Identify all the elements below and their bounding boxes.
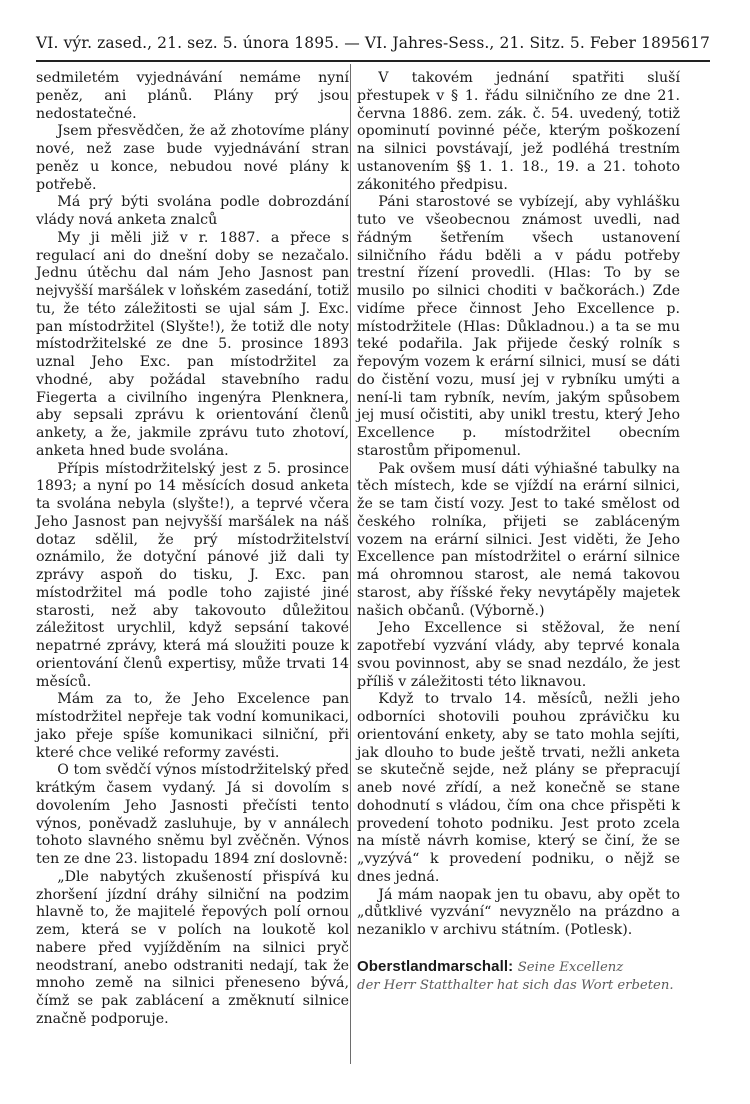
header-session-info: VI. výr. zased., 21. sez. 5. února 1895. — VI. Jahres-Sess., 21. Sitz. 5. Feber 1895. [36,34,686,52]
paragraph: Jeho Excellence si stěžoval, že není zapotřebí vyzvání vlády, aby teprvé konala svou povinnost, aby se snad nezdálo, že jest příliš v záležitosti této liknavou. [357,620,680,690]
paragraph: Pak ovšem musí dáti výhiašné tabulky na těch místech, kde se vjíždí na erární silnici, že se tam čistí vozy. Jest to také smělost od českého rolníka, přijeti se zabláceným vozem na erární silnici. Jest viděti, že Jeho Excellence pan místodržitel o erární silnice má ohromnou starost, ale nemá takovou starost, aby říšské řeky nevytápěly majetek našich občanů. (Výborně.) [357,460,680,619]
paragraph: V takovém jednání spatřiti sluší přestupek v § 1. řádu silničního ze dne 21. června 1886. zem. zák. č. 54. uvedený, totiž opominutí povinné péče, kterým poškození na silnici povstávají, jež podléhá trestním ustanovením §§ 1. 1. 18., 19. a 21. tohoto zákonitého předpisu. [357,70,680,193]
running-header [36,30,710,58]
speaker-continuation: der Herr Statthalter hat sich das Wort erbeten. [357,977,674,993]
paragraph: Když to trvalo 14. měsíců, nežli jeho odborníci shotovili pouhou zprávičku ku orientování enkety, aby se tato mohla sejíti, jak dlouho to bude ještě trvati, nežli anketa se skutečně sejde, než plány se přepracují aneb nové zřídí, a než konečně se stane dohodnutí s vládou, čím ona chce přispěti k provedení tohoto podniku. Jest proto zcela na místě návrh komise, který se činí, že se „vyzývá“ k provedení podniku, o nějž se dnes jedná. [357,691,680,885]
paragraph: Má prý býti svolána podle dobrozdání vlády nová anketa znalců [36,194,349,228]
paragraph: Mám za to, že Jeho Excelence pan místodržitel nepřeje tak vodní komunikaci, jako přeje spíše komunikaci silniční, při které chce veliké reformy zavésti. [36,691,349,761]
right-column [357,70,680,994]
paragraph: Já mám naopak jen tu obavu, aby opět to „důtklivé vyzvání“ nevyznělo na prázdno a nezaniklo v archivu státním. (Potlesk). [357,886,680,938]
paragraph: Páni starostové se vybízejí, aby vyhlášku tuto ve všeobecnou známost uvedli, nad řádným šetřením všech ustanovení silničního řádu bděli a v pádu potřeby trestní řízení provedli. (Hlas: To by se musilo po silnici choditi v bačkorách.) Zde vidíme přece činnost Jeho Excellence p. místodržitele (Hlas: Důkladnou.) a ta se mu teké podařila. Jak přijede český rolník s řepovým vozem k erární silnici, musí se dáti do čistění vozu, musí jej v rybníku umýti a není-li tam rybník, nevím, jakým spůsobem jej musí očistiti, aby unikl trestu, který Jeho Excellence p. místodržitel obecním starostům připomenul. [357,194,680,459]
column-divider [350,64,351,1064]
paragraph: Přípis místodržitelský jest z 5. prosince 1893; a nyní po 14 měsících dosud anketa ta svolána nebyla (slyšte!), a teprvé včera Jeho Jasnost pan nejvyšší maršálek na náš dotaz sdělil, že prý místodržitelství oznámilo, že dotyční pánové již dali ty zprávy aspoň do tisku, J. Exc. pan místodržitel má podle toho zajisté jiné starosti, než aby takovouto důležitou záležitost urychlil, když sepsání takové nepatrné zprávy, která má sloužiti pouze k orientování členů expertisy, může trvati 14 měsíců. [36,460,349,690]
speaker-name: Oberstlandmarschall: [357,957,514,975]
paragraph: O tom svědčí výnos místodržitelský před krátkým časem vydaný. Já si dovolím s dovolením Jeho Jasnosti přečísti tento výnos, poněvadž zasluhuje, by v annálech tohoto slavného sněmu byl zvěčněn. Výnos ten ze dne 23. listopadu 1894 zní doslovně: [36,762,349,867]
header-rule [36,60,710,62]
speaker-line [357,958,680,977]
speaker-text: Seine Excellenz [517,959,624,975]
page-number: 617 [680,34,710,52]
paragraph: sedmiletém vyjednávání nemáme nyní peněz, ani plánů. Plány prý jsou nedostatečné. [36,70,349,122]
paragraph: „Dle nabytých zkušeností přispívá ku zhoršení jízdní dráhy silniční na podzim hlavně to, že majitelé řepových polí ornou zem, která se v polích na loukotě kol nabere před vyjížděním na silnici pryč neodstraní, anebo odstraniti nedají, tak že mnoho země na silnici přeneseno bývá, čímž se pak zablácení a změknutí silnice značně podporuje. [36,868,349,1027]
paragraph: My ji měli již v r. 1887. a přece s regulací ani do dnešní doby se nezačalo. Jednu útěchu dal nám Jeho Jasnost pan nejvyšší maršálek v loňském zasedání, totiž tu, že této záležitosti se ujal sám J. Exc. pan místodržitel (Slyšte!), že totiž dle noty místodržitelské ze dne 5. prosince 1893 uznal Jeho Exc. pan místodržitel za vhodné, aby požádal stavebního radu Fiegerta a civilního ingenýra Plenknera, aby sepsali zprávu k orientování členů ankety, a že, jakmile zprávu tuto zhotoví, anketa hned bude svolána. [36,229,349,459]
paragraph: Jsem přesvědčen, že až zhotovíme plány nové, než zase bude vyjednávání stran peněz u konce, nebudou nové plány k potřebě. [36,123,349,193]
left-column [36,70,349,1029]
